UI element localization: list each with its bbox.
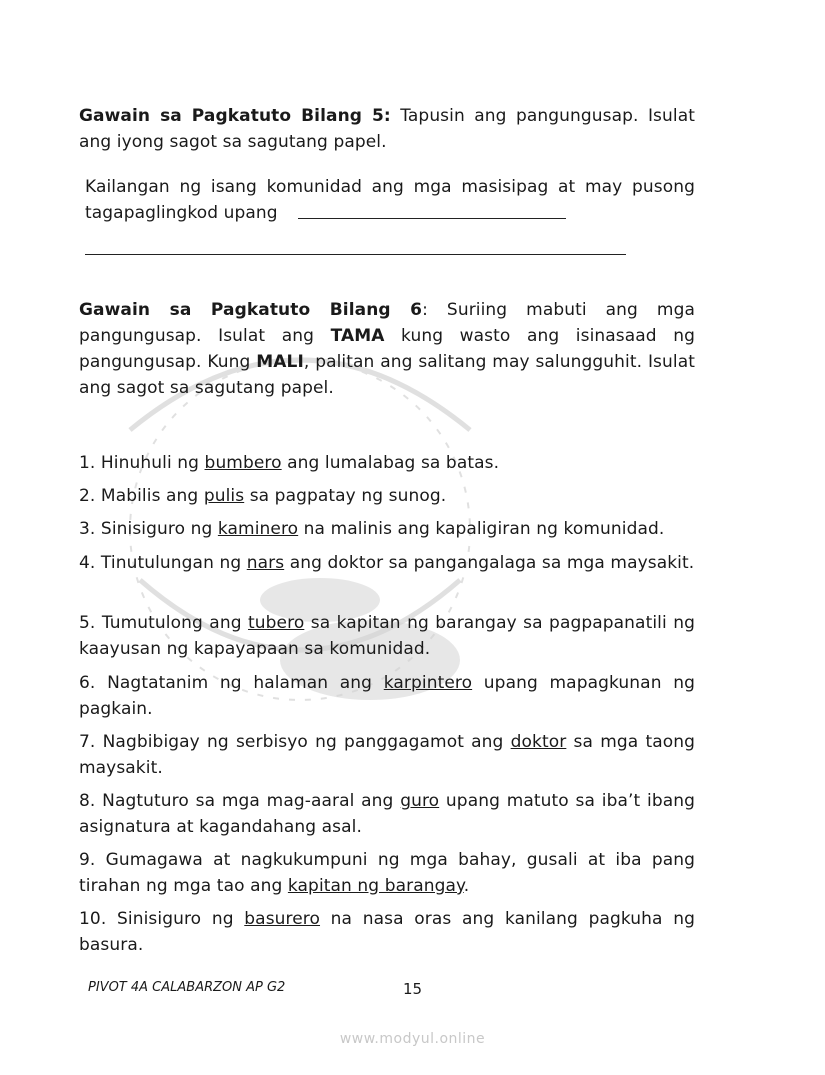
list-item: 2. Mabilis ang pulis sa pagpatay ng sunog. (79, 486, 447, 506)
activity5-sentence: Kailangan ng isang komunidad ang mga masisipag at may pusong tagapaglingkod upang (85, 177, 695, 223)
list-item: 6. Nagtatanim ng halaman ang karpintero upang mapagkunan ng pagkain. (79, 673, 695, 719)
list-item: 7. Nagbibigay ng serbisyo ng panggagamot ang doktor sa mga taong maysakit. (79, 732, 696, 778)
footer-label: PIVOT 4A CALABARZON AP G2 (88, 980, 286, 995)
activity5-instruction: Tapusin ang pangungusap. Isulat ang iyong sagot sa sagutang papel. (79, 106, 695, 152)
site-watermark: www.modyul.online (339, 1031, 486, 1047)
answer-line-2[interactable] (85, 254, 626, 255)
list-item: 3. Sinisiguro ng kaminero na malinis ang kapaligiran ng komunidad. (79, 519, 665, 539)
activity5-title: Gawain sa Pagkatuto Bilang 5: (79, 106, 391, 126)
underlined-word: nars (246, 553, 285, 573)
underlined-word: guro (400, 791, 440, 811)
underlined-word: kaminero (217, 519, 299, 539)
list-item: 4. Tinutulungan ng nars ang doktor sa pangangalaga sa mga maysakit. (79, 553, 695, 573)
underlined-word: basurero (244, 909, 321, 929)
underlined-word: kapitan ng barangay (287, 876, 464, 896)
underlined-word: pulis (203, 486, 245, 506)
list-item: 10. Sinisiguro ng basurero na nasa oras ang kanilang pagkuha ng basura. (79, 909, 695, 955)
mali-keyword: MALI (256, 352, 304, 372)
underlined-word: bumbero (204, 453, 282, 473)
underlined-word: karpintero (383, 673, 473, 693)
list-item: 8. Nagtuturo sa mga mag-aaral ang guro upang matuto sa iba’t ibang asignatura at kagandahang asal. (79, 791, 696, 837)
answer-line-1[interactable] (298, 218, 566, 219)
page-number: 15 (403, 980, 423, 998)
list-item: 1. Hinuhuli ng bumbero ang lumalabag sa batas. (79, 453, 500, 473)
activity6-title: Gawain sa Pagkatuto Bilang 6 (79, 300, 423, 320)
underlined-word: tubero (248, 613, 305, 633)
list-item: 5. Tumutulong ang tubero sa kapitan ng barangay sa pagpapanatili ng kaayusan ng kapayapaan sa komunidad. (79, 613, 695, 659)
activity5-paragraph (79, 103, 695, 155)
tama-keyword: TAMA (330, 326, 385, 346)
activity6-paragraph: Gawain sa Pagkatuto Bilang 6: Suriing mabuti ang mga pangungusap. Isulat ang TAMA kung wasto ang isinasaad ng pangungusap. Kung MALI, palitan ang salitang may salungguhit. Isulat ang sagot sa sagutang papel. (79, 300, 695, 398)
underlined-word: doktor (510, 732, 567, 752)
list-item: 9. Gumagawa at nagkukumpuni ng mga bahay, gusali at iba pang tirahan ng mga tao ang kapitan ng barangay. (79, 850, 695, 896)
